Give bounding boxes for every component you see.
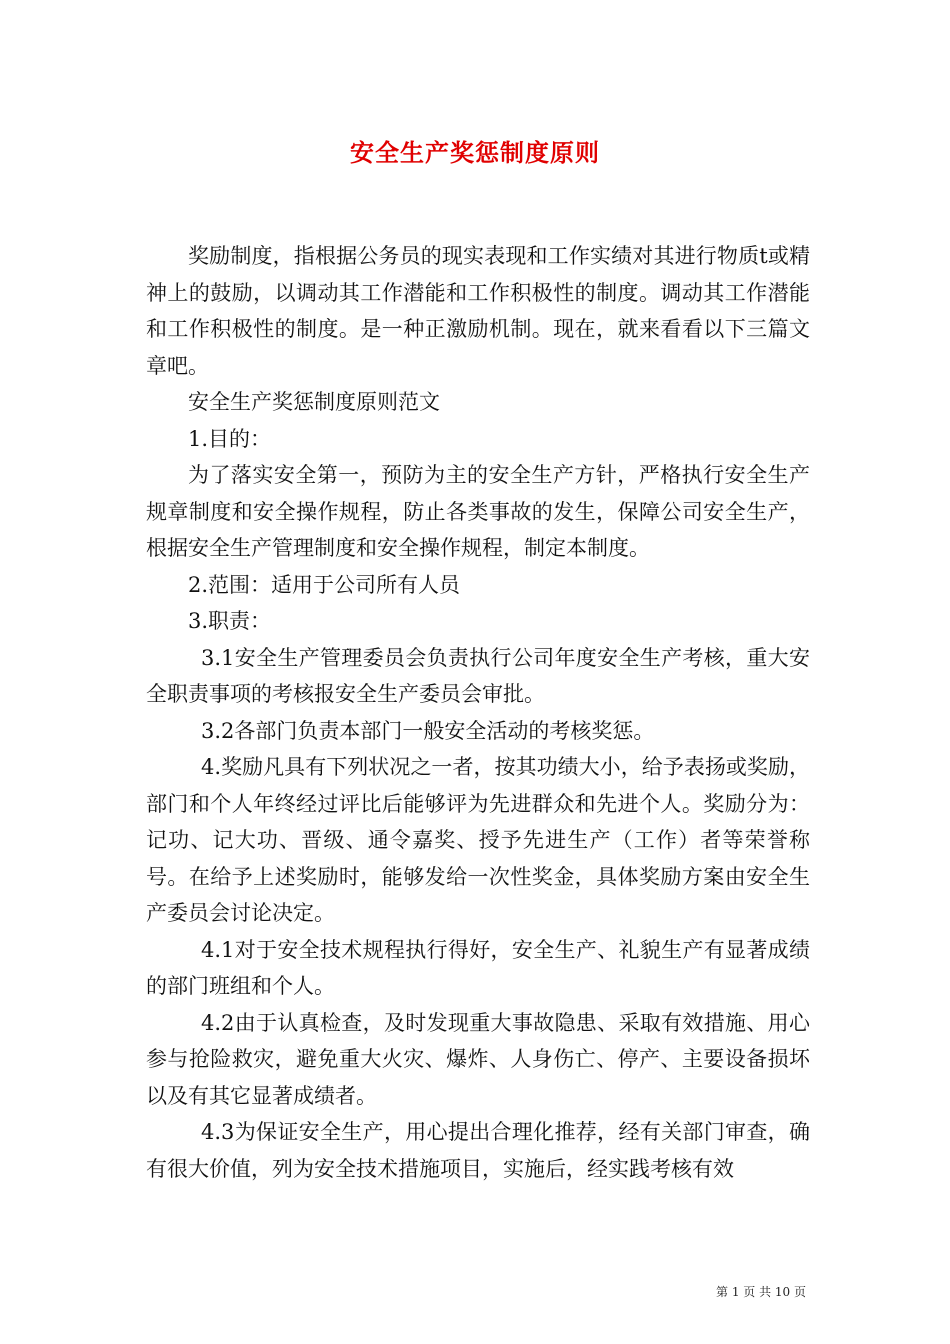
scope-paragraph: 2.范围：适用于公司所有人员 bbox=[188, 572, 461, 597]
responsibility-heading: 3.职责： bbox=[188, 609, 272, 633]
intro-paragraph: 奖励制度，指根据公务员的现实表现和工作实绩对其进行物质t或精神上的鼓励，以调动其工作潜能和工作积极性的制度。调动其工作潜能和工作积极性的制度。是一种正激励机制。现在，就来看看以下三篇文章吧。 bbox=[146, 244, 810, 378]
responsibility-3-2: 3.2各部门负责本部门一般安全活动的考核奖惩。 bbox=[201, 718, 655, 743]
purpose-paragraph: 为了落实安全第一，预防为主的安全生产方针，严格执行安全生产规章制度和安全操作规程，防止各类事故的发生，保障公司安全生产，根据安全生产管理制度和安全操作规程，制定本制度。 bbox=[146, 463, 810, 560]
subtitle-paragraph: 安全生产奖惩制度原则范文 bbox=[188, 390, 440, 414]
responsibility-3-1: 3.1安全生产管理委员会负责执行公司年度安全生产考核，重大安全职责事项的考核报安全生产委员会审批。 bbox=[146, 645, 810, 706]
reward-4-2: 4.2由于认真检查，及时发现重大事故隐患、采取有效措施、用心参与抢险救灾，避免重大火灾、爆炸、人身伤亡、停产、主要设备损坏以及有其它显著成绩者。 bbox=[146, 1010, 810, 1108]
document-title: 安全生产奖惩制度原则 bbox=[350, 139, 600, 167]
section-purpose-heading: 1.目的： bbox=[188, 426, 272, 451]
reward-4-3: 4.3为保证安全生产，用心提出合理化推荐，经有关部门审查，确有很大价值，列为安全技术措施项目，实施后，经实践考核有效 bbox=[146, 1120, 810, 1181]
reward-paragraph: 4.奖励凡具有下列状况之一者，按其功绩大小，给予表扬或奖励，部门和个人年终经过评比后能够评为先进群众和先进个人。奖励分为：记功、记大功、晋级、通令嘉奖、授予先进生产（工作）者等荣誉称号。在给予上述奖励时，能够发给一次性奖金，具体奖励方案由安全生产委员会讨论决定。 bbox=[146, 755, 810, 925]
page-number: 第 1 页 共 10 页 bbox=[716, 1285, 806, 1299]
document-body bbox=[146, 238, 810, 1187]
reward-4-1: 4.1对于安全技术规程执行得好，安全生产、礼貌生产有显著成绩的部门班组和个人。 bbox=[146, 937, 810, 998]
